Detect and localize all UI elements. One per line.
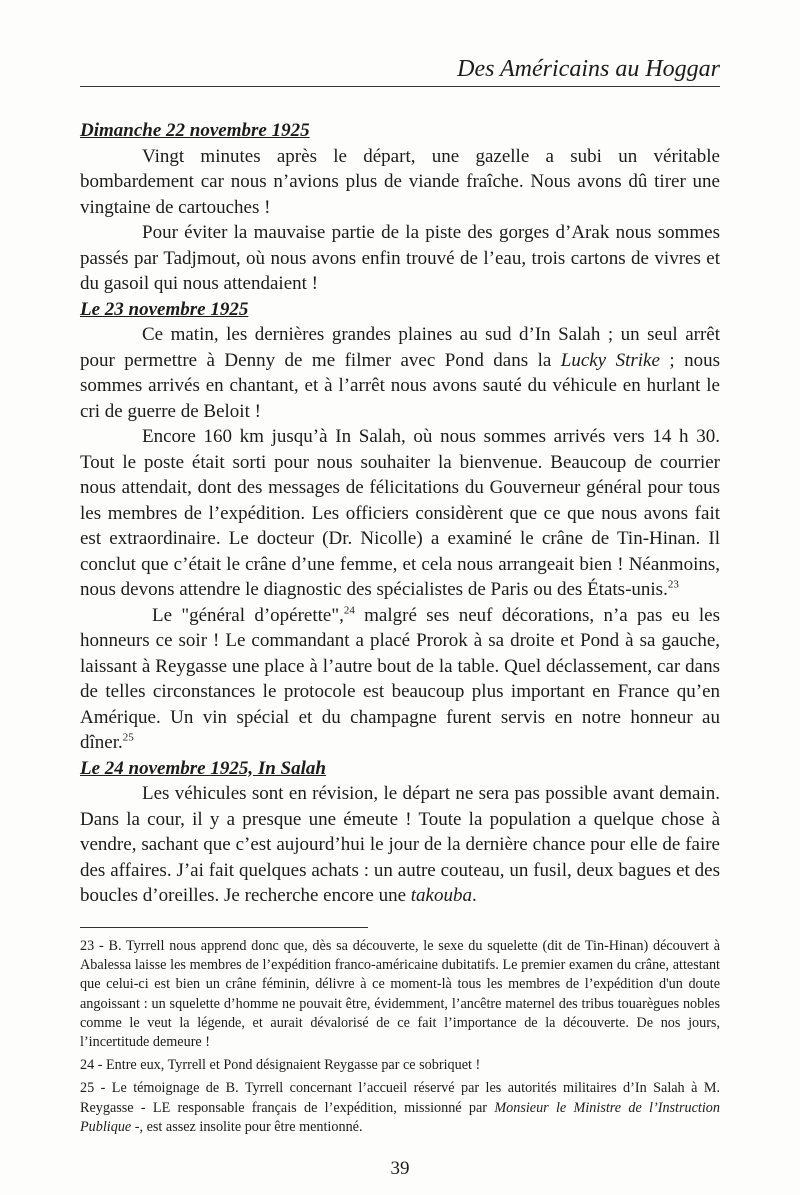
- italic-text: takouba: [410, 885, 472, 906]
- text-run: Vingt minutes après le départ, une gazelle a subi un véritable bombardement car nous n’avions plus de viande fraîche. Nous avons dû tirer une vingtaine de cartouches !: [80, 145, 720, 218]
- footnotes: [80, 937, 720, 1141]
- footnote: [80, 937, 720, 1052]
- text-run: 24 - Entre eux, Tyrrell et Pond désignaient Reygasse par ce sobriquet !: [80, 1057, 481, 1074]
- main-text: [80, 118, 720, 909]
- text-run: Ce matin, les dernières grandes plaines au sud d’In Salah ; un seul arrêt pour permettre à Denny de me filmer avec Pond dans la: [80, 324, 720, 371]
- text-run: Le "général d’opérette",: [152, 604, 344, 626]
- paragraph: [80, 322, 720, 424]
- entry-date-heading: Dimanche 22 novembre 1925: [80, 120, 310, 141]
- text-run: Les véhicules sont en révision, le départ ne sera pas possible avant demain. Dans la cour, il y a presque une émeute ! Toute la population a quelque chose à vendre, sachant que c’est aujourd’hui le jour de la dernière chance pour elle de faire des affaires. J’ai fait quelques achats : un autre couteau, un fusil, deux bagues et des boucles d’oreilles. Je recherche encore une: [80, 783, 720, 906]
- page-number: 39: [390, 1158, 410, 1179]
- paragraph: [80, 220, 720, 297]
- footnote-separator: [80, 927, 368, 928]
- text-run: malgré ses neuf décorations, n’a pas eu les honneurs ce soir ! Le commandant a placé Prorok à sa droite et Pond à sa gauche, laissant à Reygasse une place à l’autre bout de la table. Quel déclassement, car dans de telles circonstances le protocole est beaucoup plus important en France qu’en Amérique. Un vin spécial et du champagne furent servis en notre honneur au dîner.: [80, 604, 721, 753]
- text-run: 23 - B. Tyrrell nous apprend donc que, dès sa découverte, le sexe du squelette (dit de Tin-Hinan) découvert à Abalessa laisse les membres de l’expédition franco-américaine dubitatifs. Le premier examen du crâne, attestant que celui-ci est bien un crâne féminin, délivre à ce moment-là tous les membres de l’expédition d'un doute angoissant : un squelette d’homme ne pouvait être, évidemment, l’ancêtre maternel des tribus touarègues nobles comme le veut la légende, et aurait dévalorisé de ce fait l’importance de la découverte. De nos jours, l’incertitude demeure !: [80, 938, 720, 1051]
- entry-date-heading: Le 23 novembre 1925: [80, 298, 249, 320]
- text-run: Pour éviter la mauvaise partie de la piste des gorges d’Arak nous sommes passés par Tadjmout, où nous avons enfin trouvé de l’eau, trois cartons de vivres et du gasoil qui nous attendaient !: [80, 222, 720, 294]
- italic-text: Lucky Strike: [560, 349, 660, 371]
- italic-text: Monsieur le Ministre de l’Instruction Publique: [80, 1099, 720, 1135]
- paragraph: [80, 781, 720, 909]
- footnote: [80, 1056, 720, 1075]
- entry-date-heading: Le 24 novembre 1925, In Salah: [80, 757, 326, 779]
- text-run: -, est assez insolite pour être mentionné.: [131, 1118, 363, 1135]
- footnote-ref: 25: [122, 731, 134, 744]
- text-run: 25 - Le témoignage de B. Tyrrell concernant l’accueil réservé par les autorités militaires d’In Salah à M. Reygasse - LE responsable français de l’expédition, missionné par: [80, 1080, 720, 1116]
- text-run: Encore 160 km jusqu’à In Salah, où nous sommes arrivés vers 14 h 30. Tout le poste était sorti pour nous souhaiter la bienvenue. Beaucoup de courrier nous attendait, dont des messages de félicitations du Gouverneur général pour tous les membres de l’expédition. Les officiers considèrent que ce que nous avons fait est extraordinaire. Le docteur (Dr. Nicolle) a examiné le crâne de Tin-Hinan. Il conclut que c’était le crâne d’une femme, et cela nous arrangeait bien ! Néanmoins, nous devons attendre le diagnostic des spécialistes de Paris ou des États-unis.: [80, 426, 720, 600]
- text-run: ; nous sommes arrivés en chantant, et à l’arrêt nous avons sauté du véhicule en hurlant le cri de guerre de Beloit !: [80, 349, 720, 422]
- paragraph: [80, 424, 720, 603]
- paragraph: [80, 603, 720, 756]
- paragraph: [80, 144, 720, 221]
- running-head: Des Américains au Hoggar: [80, 52, 720, 87]
- footnote-ref: 23: [667, 578, 679, 591]
- footnote-ref: 24: [343, 604, 355, 617]
- text-run: .: [471, 885, 477, 906]
- footnote: [80, 1079, 720, 1137]
